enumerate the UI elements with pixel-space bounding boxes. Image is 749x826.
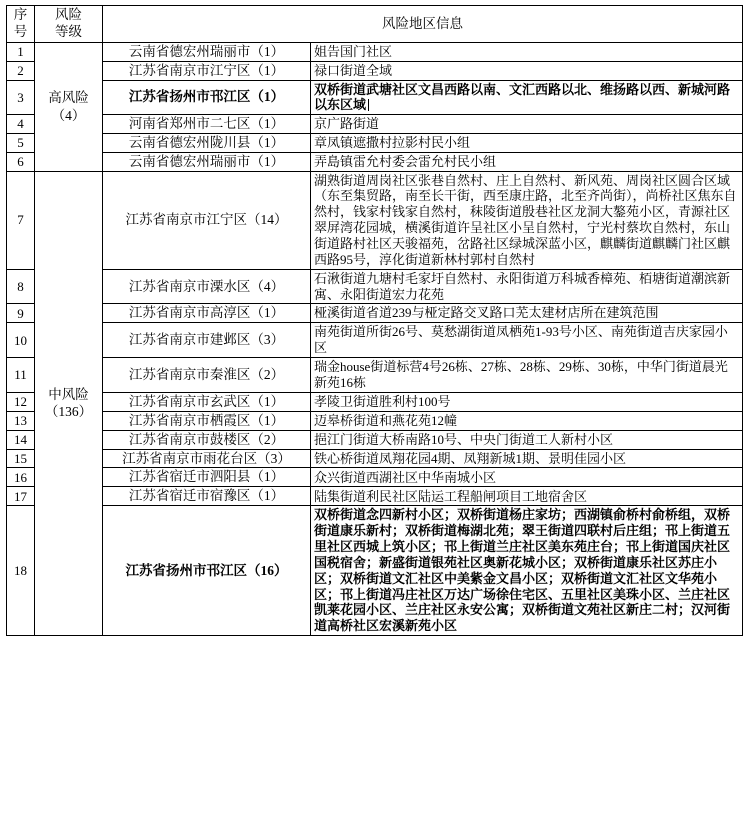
- row-info: 桠溪街道省道239与桠定路交叉路口芜太建材店所在建筑范围: [311, 304, 743, 323]
- row-index: 10: [7, 323, 35, 358]
- row-area: 江苏省南京市秦淮区（2）: [103, 358, 311, 393]
- table-row: [7, 304, 743, 323]
- row-index: 4: [7, 114, 35, 133]
- row-area: 江苏省南京市高淳区（1）: [103, 304, 311, 323]
- row-area: 江苏省南京市雨花台区（3）: [103, 449, 311, 468]
- table-row: [7, 80, 743, 114]
- row-index: 16: [7, 468, 35, 487]
- row-index: 11: [7, 358, 35, 393]
- row-info: 众兴街道西湖社区中华南城小区: [311, 468, 743, 487]
- row-index: 17: [7, 487, 35, 506]
- row-area: 江苏省南京市建邺区（3）: [103, 323, 311, 358]
- table-row: [7, 468, 743, 487]
- row-area: 云南省德宏州瑞丽市（1）: [103, 42, 311, 61]
- header-index: 序号: [7, 6, 35, 43]
- row-info: 双桥街道念四新村小区；双桥街道杨庄家坊；西湖镇俞桥村俞桥组，双桥街道康乐新村；双桥街道梅湖北苑；翠王街道四联村后庄组；邗上街道五里社区西城上筑小区；邗上街道兰庄社区美东苑庄台；邗上街道国庆社区国税宿舍；新盛街道银苑社区奥新花城小区；双桥街道康乐社区苏庄小区；双桥街道文汇社区中美紫金文昌小区；双桥街道文汇社区文华苑小区；邗上街道冯庄社区万达广场徐住宅区、五里社区美珠小区、兰庄社区凯莱花园小区、兰庄社区永安公寓；双桥街道文苑社区新庄二村；汉河街道高桥社区宏溪新苑小区: [311, 506, 743, 636]
- row-info: 挹江门街道大桥南路10号、中央门街道工人新村小区: [311, 430, 743, 449]
- row-area: 云南省德宏州陇川县（1）: [103, 133, 311, 152]
- row-index: 2: [7, 61, 35, 80]
- row-index: 6: [7, 152, 35, 171]
- row-area: 云南省德宏州瑞丽市（1）: [103, 152, 311, 171]
- row-area: 江苏省扬州市邗江区（1）: [103, 80, 311, 114]
- risk-area-table: [6, 5, 743, 636]
- table-row: [7, 506, 743, 636]
- row-index: 1: [7, 42, 35, 61]
- table-row: [7, 323, 743, 358]
- row-index: 7: [7, 171, 35, 269]
- table-row: [7, 42, 743, 61]
- row-info: 迈皋桥街道和燕花苑12幢: [311, 411, 743, 430]
- row-area: 江苏省宿迁市宿豫区（1）: [103, 487, 311, 506]
- table-row: [7, 392, 743, 411]
- row-area: 河南省郑州市二七区（1）: [103, 114, 311, 133]
- row-info: 陆集街道利民社区陆运工程船闸项目工地宿舍区: [311, 487, 743, 506]
- row-info: 南苑街道所街26号、莫愁湖街道凤栖苑1-93号小区、南苑街道吉庆家园小区: [311, 323, 743, 358]
- row-info: 禄口街道全域: [311, 61, 743, 80]
- row-area: 江苏省南京市鼓楼区（2）: [103, 430, 311, 449]
- row-area: 江苏省扬州市邗江区（16）: [103, 506, 311, 636]
- row-info: 章凤镇遮撒村拉影村民小组: [311, 133, 743, 152]
- row-index: 14: [7, 430, 35, 449]
- table-row: [7, 152, 743, 171]
- table-row: [7, 358, 743, 393]
- header-info: 风险地区信息: [103, 6, 743, 43]
- row-area: 江苏省南京市栖霞区（1）: [103, 411, 311, 430]
- text-cursor: [368, 99, 369, 111]
- row-info: 京广路街道: [311, 114, 743, 133]
- row-info: 石湫街道九塘村毛家圩自然村、永阳街道万科城香樟苑、栢塘街道潮滨新寓、永阳街道宏力花苑: [311, 269, 743, 304]
- row-index: 13: [7, 411, 35, 430]
- table-row: [7, 114, 743, 133]
- row-index: 18: [7, 506, 35, 636]
- row-index: 9: [7, 304, 35, 323]
- row-area: 江苏省南京市溧水区（4）: [103, 269, 311, 304]
- risk-level-high: 高风险 （4）: [35, 42, 103, 171]
- row-index: 15: [7, 449, 35, 468]
- row-info: 姐告国门社区: [311, 42, 743, 61]
- header-level: 风险 等级: [35, 6, 103, 43]
- row-index: 12: [7, 392, 35, 411]
- table-row: [7, 449, 743, 468]
- risk-level-medium: 中风险 （136）: [35, 171, 103, 636]
- table-row: [7, 61, 743, 80]
- row-area: 江苏省南京市江宁区（1）: [103, 61, 311, 80]
- row-area: 江苏省南京市江宁区（14）: [103, 171, 311, 269]
- row-info: 瑞金house街道标营4号26栋、27栋、28栋、29栋、30栋，中华门街道晨光新苑16栋: [311, 358, 743, 393]
- table-header-row: [7, 6, 743, 43]
- table-row: [7, 411, 743, 430]
- table-row: [7, 171, 743, 269]
- row-index: 8: [7, 269, 35, 304]
- row-index: 5: [7, 133, 35, 152]
- table-row: [7, 269, 743, 304]
- row-info: 弄島镇雷允村委会雷允村民小组: [311, 152, 743, 171]
- row-info: 孝陵卫街道胜利村100号: [311, 392, 743, 411]
- row-info: 湖熟街道周岗社区张巷自然村、庄上自然村、新风苑、周岗社区圆合区域（东至集贸路，南至长干街，西至康庄路，北至齐尚街），尚桥社区焦东自然村，钱家村钱家自然村，秣陵街道殷巷社区龙洞大鏊苑小区，青源社区翠屏湾花园城，横溪街道许呈社区小呈自然村，宁光村蔡坎自然村，东山街道路村社区天骏福苑，岔路社区绿城深蓝小区，麒麟街道麒麟门社区麒西路95号，淳化街道新林村郭村自然村: [311, 171, 743, 269]
- row-area: 江苏省宿迁市泗阳县（1）: [103, 468, 311, 487]
- row-info: 双桥街道武塘社区文昌西路以南、文汇西路以北、维扬路以西、新城河路以东区域: [311, 80, 743, 114]
- row-info: 铁心桥街道凤翔花园4期、凤翔新城1期、景明佳园小区: [311, 449, 743, 468]
- row-index: 3: [7, 80, 35, 114]
- table-row: [7, 133, 743, 152]
- row-area: 江苏省南京市玄武区（1）: [103, 392, 311, 411]
- table-row: [7, 487, 743, 506]
- table-row: [7, 430, 743, 449]
